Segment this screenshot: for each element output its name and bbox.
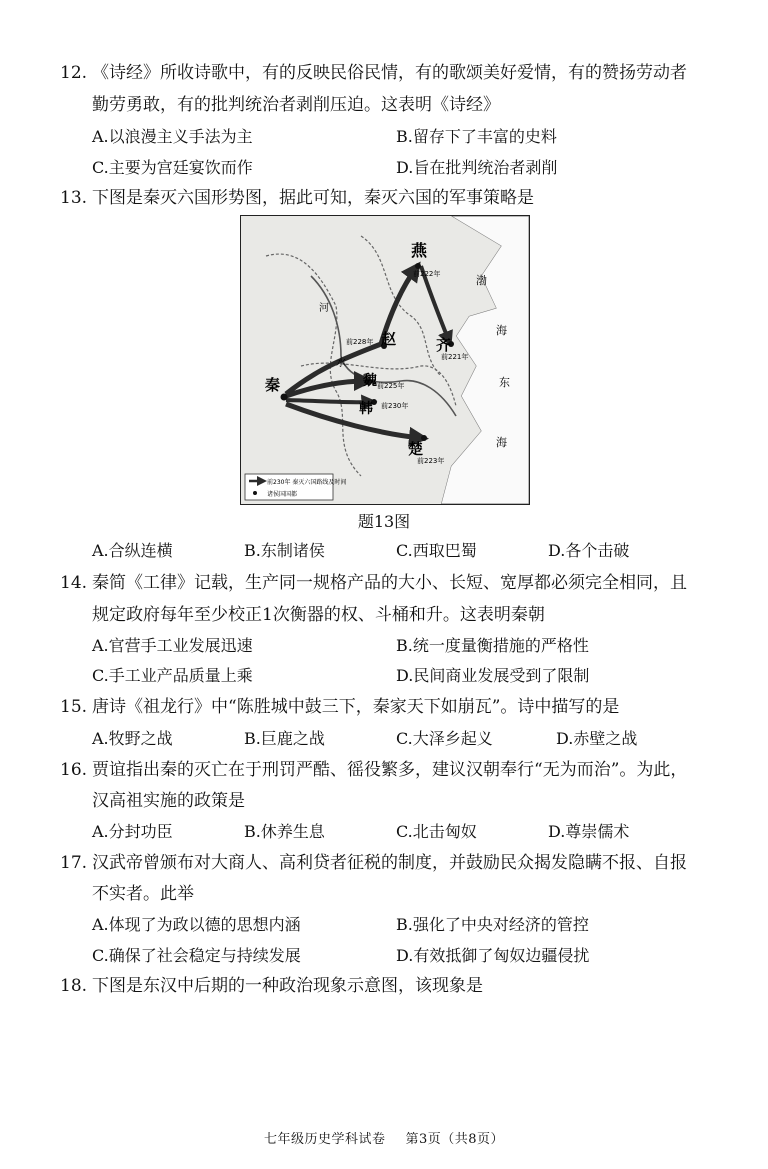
question-18-line-1 (60, 975, 483, 997)
question-14-line-2: 规定政府每年至少校正1次衡器的权、斗桶和升。这表明秦朝 (92, 605, 545, 625)
option-b[interactable]: B.统一度量衡措施的严格性 (396, 636, 589, 655)
question-stem: 下图是秦灭六国形势图，据此可知，秦灭六国的军事策略是 (92, 188, 534, 208)
legend-route-label: 前230年 秦灭六国路线及时间 (267, 479, 347, 486)
page-footer (0, 1128, 768, 1147)
option-d[interactable]: D.民间商业发展受到了限制 (396, 666, 590, 685)
river-label: 水 (336, 358, 346, 369)
option-d[interactable]: D.有效抵御了匈奴边疆侵扰 (396, 946, 590, 965)
sea-label: 东 (499, 376, 510, 389)
year-label: 前230年 (381, 402, 409, 410)
state-label: 秦 (265, 376, 281, 394)
question-16-line-2: 汉高祖实施的政策是 (92, 791, 245, 811)
sea-label: 海 (496, 324, 507, 337)
state-label: 楚 (408, 440, 424, 458)
state-label: 韩 (359, 401, 373, 417)
option-a[interactable]: A.体现了为政以德的思想内涵 (92, 915, 301, 934)
year-label: 前228年 (346, 338, 374, 346)
sea-label: 海 (496, 436, 507, 449)
option-d[interactable]: D.赤壁之战 (556, 729, 638, 748)
state-label: 魏 (363, 373, 377, 389)
sea-label: 渤 (476, 274, 487, 287)
year-label: 前225年 (377, 382, 405, 390)
option-b[interactable]: B.强化了中央对经济的管控 (396, 915, 589, 934)
exam-title: 七年级历史学科试卷 (263, 1132, 386, 1147)
question-16-line-1 (60, 759, 687, 781)
option-c[interactable]: C.确保了社会稳定与持续发展 (92, 946, 301, 965)
legend-capital-icon (253, 491, 257, 495)
question-number: 15. (60, 697, 88, 717)
option-c[interactable]: C.北击匈奴 (396, 822, 477, 841)
question-12-line-1 (60, 62, 687, 84)
river-label: 河 (319, 303, 329, 314)
option-c[interactable]: C.西取巴蜀 (396, 541, 477, 560)
question-stem: 贾谊指出秦的灭亡在于刑罚严酷、徭役繁多，建议汉朝奉行“无为而治”。为此， (92, 760, 688, 780)
option-b[interactable]: B.东制诸侯 (244, 541, 325, 560)
option-c[interactable]: C.手工业产品质量上乘 (92, 666, 253, 685)
year-label: 前221年 (441, 353, 469, 361)
option-d[interactable]: D.旨在批判统治者剥削 (396, 158, 558, 177)
question-stem: 下图是东汉中后期的一种政治现象示意图，该现象是 (92, 976, 483, 996)
question-number: 16. (60, 760, 88, 780)
question-stem: 唐诗《祖龙行》中“陈胜城中鼓三下，秦家天下如崩瓦”。诗中描写的是 (92, 697, 620, 717)
question-13-line-1 (60, 187, 534, 209)
map-svg (241, 216, 529, 504)
state-label: 齐 (436, 336, 452, 354)
option-c[interactable]: C.大泽乡起义 (396, 729, 493, 748)
question-12-line-2: 勤劳勇敢，有的批判统治者剥削压迫。这表明《诗经》 (92, 95, 500, 115)
capital-dot (281, 394, 288, 401)
question-15-line-1 (60, 696, 619, 718)
option-b[interactable]: B.休养生息 (244, 822, 325, 841)
option-c[interactable]: C.主要为宫廷宴饮而作 (92, 158, 253, 177)
page-number: 第3页（共8页） (405, 1132, 505, 1147)
option-b[interactable]: B.留存下了丰富的史料 (396, 127, 557, 146)
state-label: 燕 (411, 241, 428, 260)
question-number: 14. (60, 573, 88, 593)
question-stem: 秦简《工律》记载，生产同一规格产品的大小、长短、宽厚都必须完全相同，且 (92, 573, 687, 593)
question-14-line-1 (60, 572, 687, 594)
year-label: 前223年 (417, 457, 445, 465)
question-stem: 《诗经》所收诗歌中，有的反映民俗民情，有的歌颂美好爱情，有的赞扬劳动者 (92, 63, 687, 83)
option-a[interactable]: A.牧野之战 (92, 729, 173, 748)
option-d[interactable]: D.各个击破 (548, 541, 630, 560)
option-a[interactable]: A.官营手工业发展迅速 (92, 636, 253, 655)
option-a[interactable]: A.合纵连横 (92, 541, 173, 560)
question-number: 12. (60, 63, 88, 83)
year-label: 前222年 (413, 270, 441, 278)
question-17-line-2: 不实者。此举 (92, 884, 194, 904)
option-a[interactable]: A.分封功臣 (92, 822, 173, 841)
question-stem: 汉武帝曾颁布对大商人、高利贷者征税的制度，并鼓励民众揭发隐瞒不报、自报 (92, 853, 687, 873)
option-d[interactable]: D.尊崇儒术 (548, 822, 630, 841)
qin-unification-map (240, 215, 530, 505)
option-b[interactable]: B.巨鹿之战 (244, 729, 325, 748)
legend-capital-label: 诸侯国国都 (267, 491, 298, 498)
question-number: 18. (60, 976, 88, 996)
state-label: 赵 (381, 330, 397, 348)
capital-dot (415, 263, 421, 269)
question-number: 13. (60, 188, 88, 208)
option-a[interactable]: A.以浪漫主义手法为主 (92, 127, 253, 146)
question-17-line-1 (60, 852, 687, 874)
question-number: 17. (60, 853, 88, 873)
map-caption: 题13图 (357, 512, 411, 531)
